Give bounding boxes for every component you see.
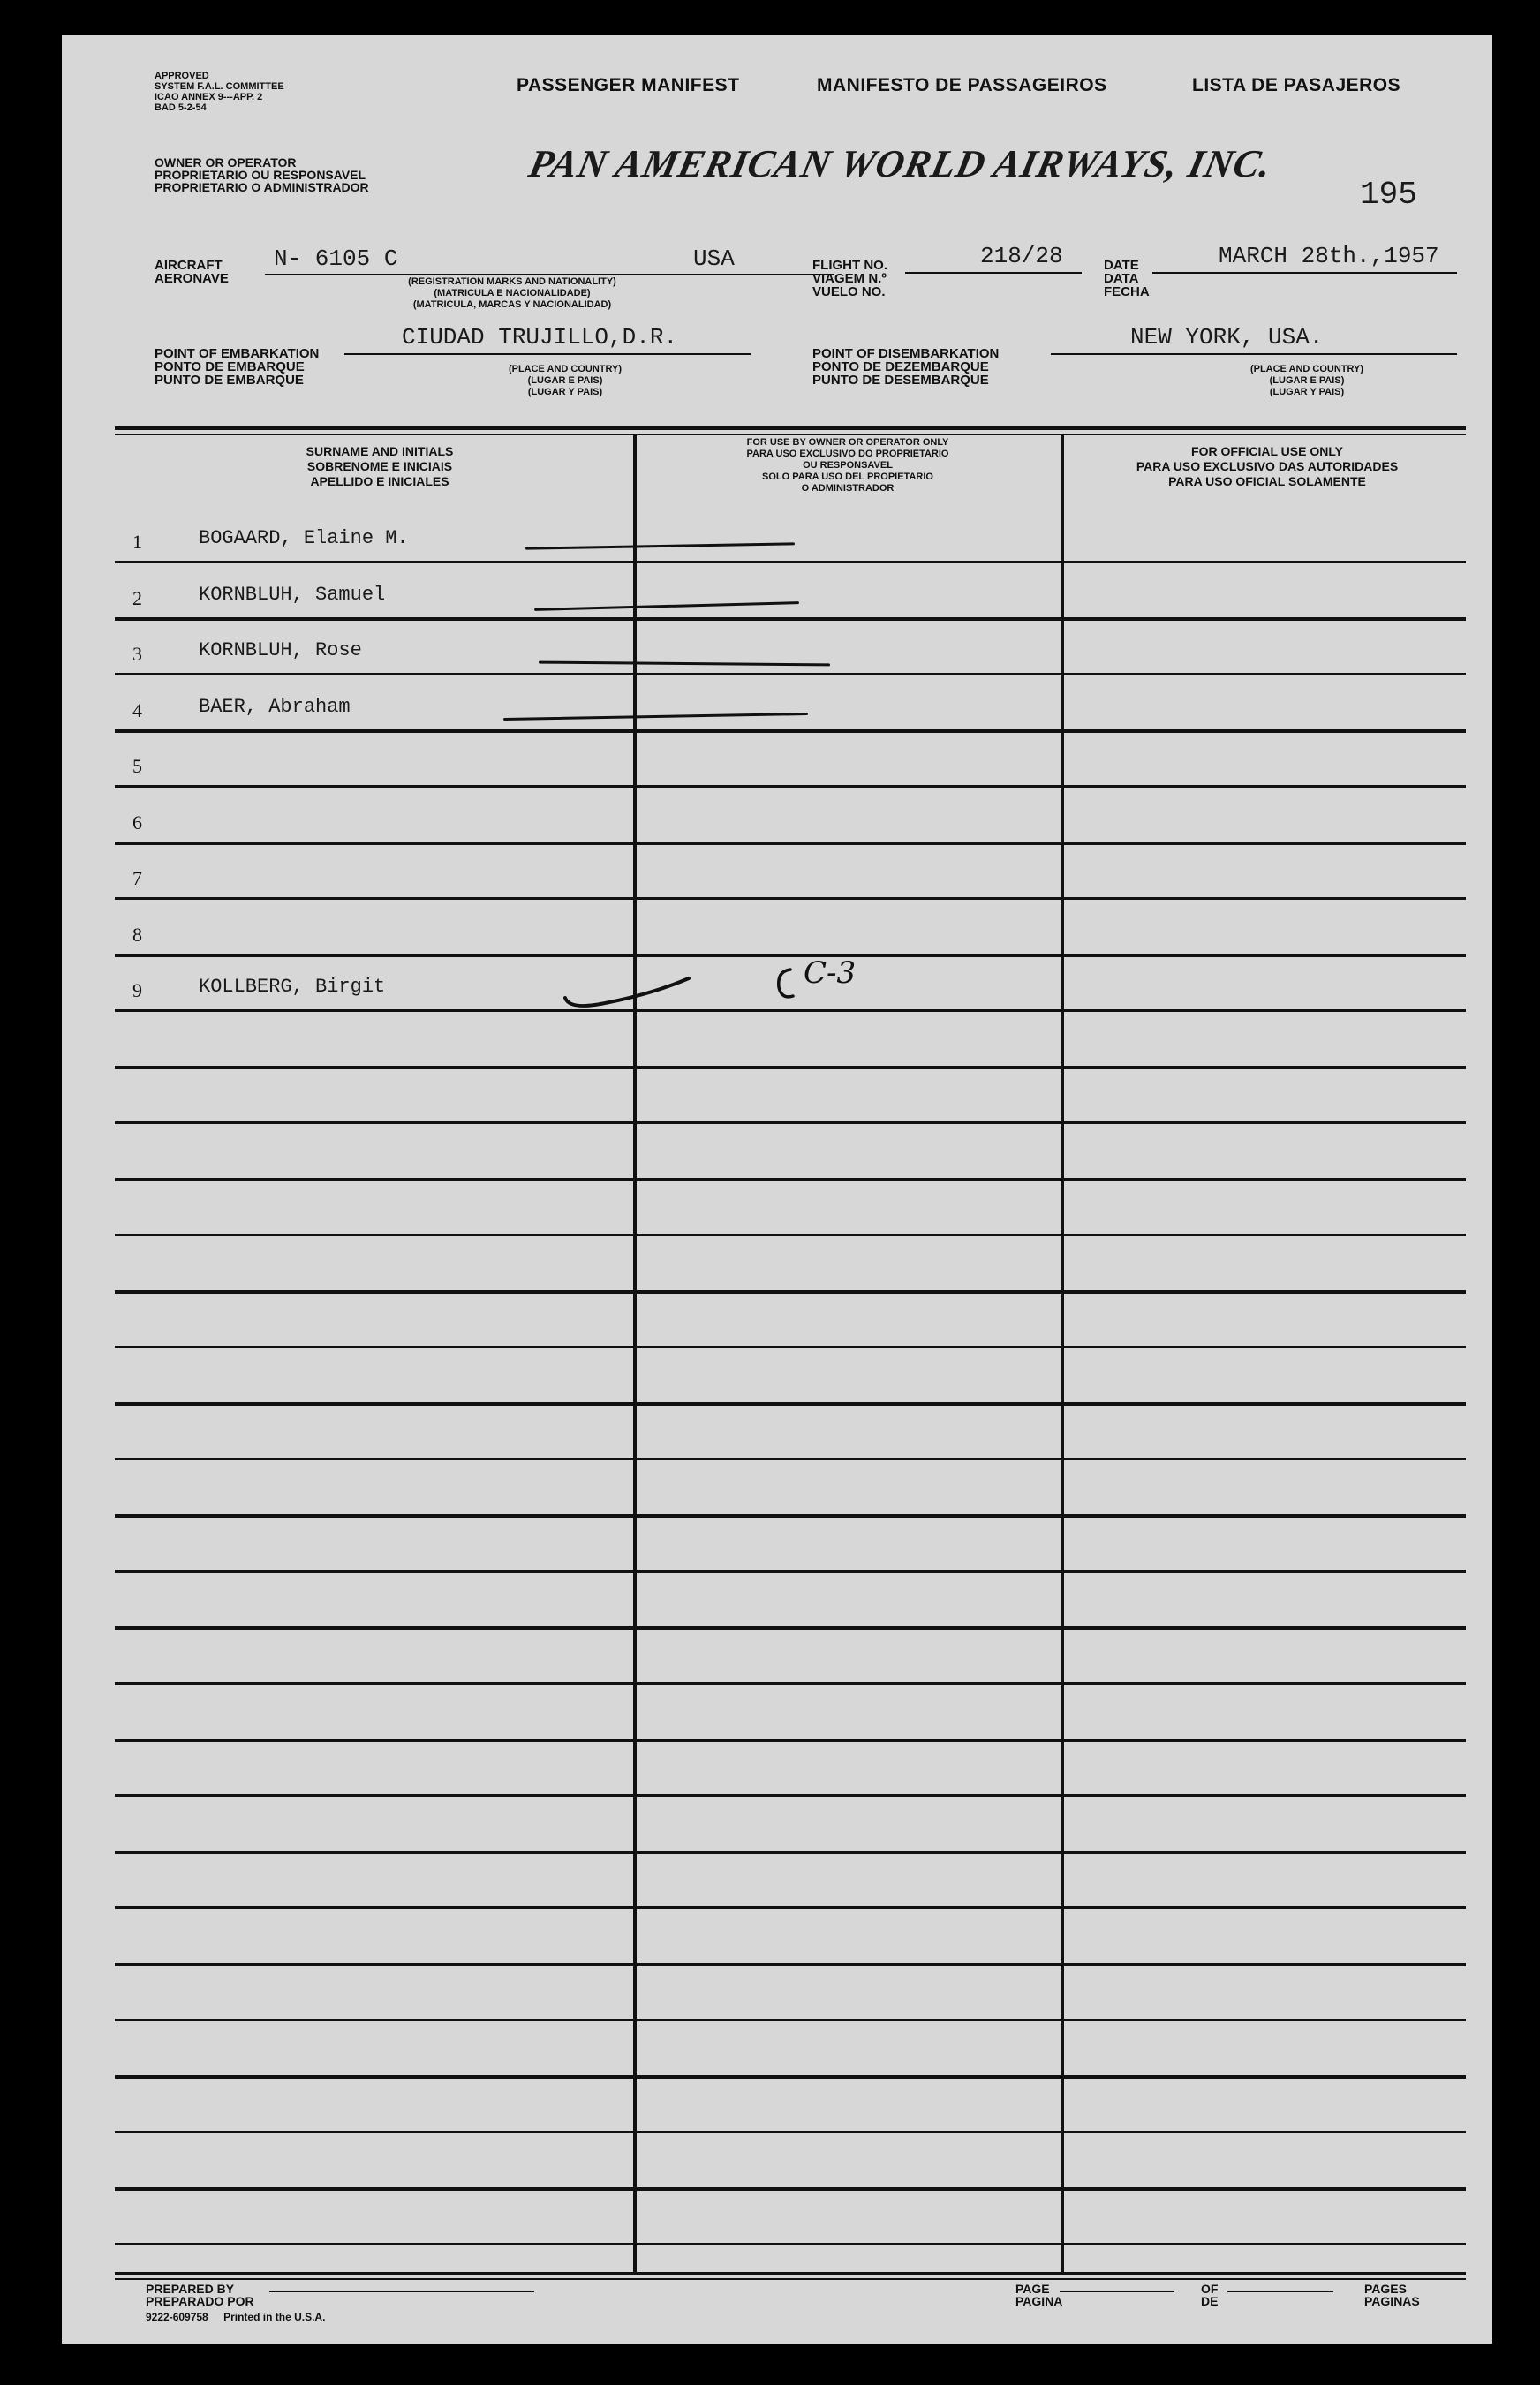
table-bottom-rule bbox=[115, 2272, 1466, 2275]
aircraft-label bbox=[155, 259, 229, 285]
table-top-rule bbox=[115, 426, 1466, 430]
row-rule bbox=[115, 673, 1466, 675]
row-number: 9 bbox=[132, 979, 142, 1001]
row-rule bbox=[115, 1234, 1466, 1236]
embarkation-caption-line: (LUGAR Y PAIS) bbox=[527, 387, 603, 397]
title-english: PASSENGER MANIFEST bbox=[517, 75, 740, 95]
embarkation-underline bbox=[344, 353, 751, 355]
page-label-en: PAGE bbox=[1015, 2282, 1050, 2296]
flight-date: MARCH 28th.,1957 bbox=[1219, 243, 1439, 269]
page-label bbox=[1015, 2283, 1062, 2307]
row-number: 1 bbox=[132, 531, 142, 553]
row-rule bbox=[115, 785, 1466, 788]
row-rule bbox=[115, 1121, 1466, 1124]
row-rule bbox=[115, 842, 1466, 845]
row-rule bbox=[115, 2131, 1466, 2133]
embarkation-caption-line: (LUGAR E PAIS) bbox=[527, 375, 603, 386]
title-spanish: LISTA DE PASAJEROS bbox=[1192, 75, 1401, 95]
row-rule bbox=[115, 1066, 1466, 1069]
row-rule bbox=[115, 1626, 1466, 1630]
column-header-line: PARA USO EXCLUSIVO DO PROPRIETARIO bbox=[746, 449, 949, 459]
owner-label bbox=[155, 156, 369, 193]
table-bottom-rule-thin bbox=[115, 2278, 1466, 2280]
form-number-text: 9222-609758 bbox=[146, 2311, 208, 2323]
date-underline bbox=[1152, 272, 1457, 274]
aircraft-caption-line: (MATRICULA E NACIONALIDADE) bbox=[434, 288, 591, 298]
row-number: 4 bbox=[132, 699, 142, 721]
row-number: 8 bbox=[132, 924, 142, 946]
disembarkation-label-es: PUNTO DE DESEMBARQUE bbox=[812, 373, 989, 388]
of-label-en: OF bbox=[1201, 2282, 1219, 2296]
disembarkation-caption-line: (LUGAR E PAIS) bbox=[1269, 375, 1345, 386]
passenger-name: KOLLBERG, Birgit bbox=[199, 976, 386, 998]
pages-label-pt: PAGINAS bbox=[1364, 2294, 1420, 2308]
row-rule bbox=[115, 1906, 1466, 1909]
passenger-row bbox=[62, 639, 627, 671]
embarkation-label-en: POINT OF EMBARKATION bbox=[155, 346, 320, 361]
embarkation-caption bbox=[442, 364, 689, 398]
aircraft-label-en: AIRCRAFT bbox=[155, 258, 223, 273]
passenger-row bbox=[62, 751, 627, 783]
date-label-pt: DATA bbox=[1104, 271, 1139, 286]
row-rule bbox=[115, 1514, 1466, 1518]
row-rule bbox=[115, 1458, 1466, 1460]
row-rule bbox=[115, 1290, 1466, 1294]
disembarkation-underline bbox=[1051, 353, 1457, 355]
row-rule bbox=[115, 1963, 1466, 1966]
passenger-row bbox=[62, 920, 627, 952]
pages-label bbox=[1364, 2283, 1420, 2307]
row-rule bbox=[115, 2019, 1466, 2021]
table-top-rule-thin bbox=[115, 434, 1466, 435]
manifest-sheet bbox=[62, 35, 1492, 2344]
aircraft-caption-line: (MATRICULA, MARCAS Y NACIONALIDAD) bbox=[412, 299, 612, 310]
aircraft-caption-line: (REGISTRATION MARKS AND NATIONALITY) bbox=[408, 276, 616, 287]
column-header-line: SOBRENOME E INICIAIS bbox=[306, 459, 453, 473]
title-portuguese: MANIFESTO DE PASSAGEIROS bbox=[817, 75, 1107, 95]
passenger-name: BOGAARD, Elaine M. bbox=[199, 527, 409, 549]
approval-block bbox=[155, 71, 284, 113]
prepared-by-label bbox=[146, 2283, 254, 2307]
row-rule bbox=[115, 2243, 1466, 2245]
aircraft-registration: N- 6105 C bbox=[274, 245, 398, 272]
passenger-row bbox=[62, 808, 627, 840]
disembarkation-label-en: POINT OF DISEMBARKATION bbox=[812, 346, 1000, 361]
flight-label-pt: VIAGEM N.º bbox=[812, 271, 887, 286]
column-header-names bbox=[212, 444, 547, 489]
aircraft-caption bbox=[327, 276, 698, 311]
row-rule bbox=[115, 1178, 1466, 1181]
column-header-line: SOLO PARA USO DEL PROPIETARIO bbox=[762, 472, 933, 482]
row-number: 2 bbox=[132, 587, 142, 609]
passenger-name: KORNBLUH, Samuel bbox=[199, 584, 386, 606]
embarkation-caption-line: (PLACE AND COUNTRY) bbox=[508, 364, 623, 374]
of-label bbox=[1201, 2283, 1218, 2307]
passenger-name: KORNBLUH, Rose bbox=[199, 639, 362, 661]
aircraft-underline bbox=[265, 274, 834, 275]
row-rule bbox=[115, 2187, 1466, 2191]
column-header-official-use bbox=[1068, 444, 1466, 489]
pages-label-en: PAGES bbox=[1364, 2282, 1407, 2296]
approval-line: APPROVED bbox=[155, 71, 209, 81]
column-header-line: SURNAME AND INITIALS bbox=[306, 444, 454, 458]
owner-label-pt: PROPRIETARIO OU RESPONSAVEL bbox=[155, 168, 366, 182]
row-rule bbox=[115, 1346, 1466, 1348]
embarkation-label bbox=[155, 347, 319, 387]
of-underline bbox=[1227, 2291, 1333, 2292]
approval-line: BAD 5-2-54 bbox=[155, 102, 207, 113]
of-label-pt: DE bbox=[1201, 2294, 1219, 2308]
prepared-label-pt: PREPARADO POR bbox=[146, 2294, 254, 2308]
date-label bbox=[1104, 259, 1150, 298]
page-stamp: 195 bbox=[1360, 177, 1417, 213]
aircraft-nationality: USA bbox=[693, 245, 735, 272]
disembarkation-label-pt: PONTO DE DEZEMBARQUE bbox=[812, 359, 989, 374]
flight-label bbox=[812, 259, 887, 298]
column-header-line: FOR OFFICIAL USE ONLY bbox=[1191, 444, 1343, 458]
row-number: 7 bbox=[132, 867, 142, 889]
owner-name: PAN AMERICAN WORLD AIRWAYS, INC. bbox=[525, 142, 1276, 185]
prepared-underline bbox=[269, 2291, 534, 2292]
column-divider-2 bbox=[1061, 435, 1064, 2272]
row-number: 6 bbox=[132, 811, 142, 834]
row-rule bbox=[115, 897, 1466, 900]
disembarkation-label bbox=[812, 347, 999, 387]
row-rule bbox=[115, 617, 1466, 621]
column-header-line: FOR USE BY OWNER OR OPERATOR ONLY bbox=[746, 437, 949, 448]
flight-number: 218/28 bbox=[980, 243, 1063, 269]
disembarkation-value: NEW YORK, USA. bbox=[1130, 324, 1324, 351]
passenger-name: BAER, Abraham bbox=[199, 696, 351, 718]
row-rule bbox=[115, 1739, 1466, 1742]
flight-label-es: VUELO NO. bbox=[812, 284, 886, 299]
column-header-line: PARA USO EXCLUSIVO DAS AUTORIDADES bbox=[1136, 459, 1399, 473]
embarkation-label-es: PUNTO DE EMBARQUE bbox=[155, 373, 304, 388]
row-number: 5 bbox=[132, 755, 142, 777]
row-rule bbox=[115, 1402, 1466, 1406]
date-label-es: FECHA bbox=[1104, 284, 1150, 299]
disembarkation-caption-line: (PLACE AND COUNTRY) bbox=[1249, 364, 1364, 374]
column-header-line: OU RESPONSAVEL bbox=[803, 460, 893, 471]
column-divider-1 bbox=[633, 435, 637, 2272]
prepared-label-en: PREPARED BY bbox=[146, 2282, 235, 2296]
passenger-row bbox=[62, 527, 627, 559]
owner-label-en: OWNER OR OPERATOR bbox=[155, 155, 297, 170]
form-number bbox=[146, 2311, 325, 2323]
column-header-line: APELLIDO E INICIALES bbox=[310, 474, 449, 488]
row-rule bbox=[115, 1794, 1466, 1797]
row-rule bbox=[115, 2075, 1466, 2079]
row-rule bbox=[115, 1570, 1466, 1573]
row-rule bbox=[115, 561, 1466, 563]
disembarkation-caption-line: (LUGAR Y PAIS) bbox=[1269, 387, 1345, 397]
row-number: 3 bbox=[132, 643, 142, 665]
embarkation-label-pt: PONTO DE EMBARQUE bbox=[155, 359, 305, 374]
flight-underline bbox=[905, 272, 1082, 274]
passenger-row bbox=[62, 696, 627, 728]
aircraft-label-pt: AERONAVE bbox=[155, 271, 229, 286]
owner-label-es: PROPRIETARIO O ADMINISTRADOR bbox=[155, 180, 369, 194]
row-rule bbox=[115, 729, 1466, 733]
column-header-line: PARA USO OFICIAL SOLAMENTE bbox=[1168, 474, 1366, 488]
column-header-owner-use bbox=[645, 437, 1051, 494]
row-rule bbox=[115, 1682, 1466, 1685]
page-underline bbox=[1060, 2291, 1174, 2292]
disembarkation-caption bbox=[1183, 364, 1431, 398]
row-rule bbox=[115, 1851, 1466, 1854]
flight-label-en: FLIGHT NO. bbox=[812, 258, 887, 273]
passenger-row bbox=[62, 976, 627, 1008]
page-label-pt: PAGINA bbox=[1015, 2294, 1063, 2308]
printed-note: Printed in the U.S.A. bbox=[223, 2311, 326, 2323]
embarkation-value: CIUDAD TRUJILLO,D.R. bbox=[402, 324, 678, 351]
date-label-en: DATE bbox=[1104, 258, 1139, 273]
handwritten-annotation: C-3 bbox=[804, 955, 857, 991]
passenger-row bbox=[62, 864, 627, 895]
column-header-line: O ADMINISTRADOR bbox=[801, 483, 895, 494]
approval-line: SYSTEM F.A.L. COMMITTEE bbox=[155, 81, 284, 92]
approval-line: ICAO ANNEX 9---APP. 2 bbox=[155, 92, 263, 102]
